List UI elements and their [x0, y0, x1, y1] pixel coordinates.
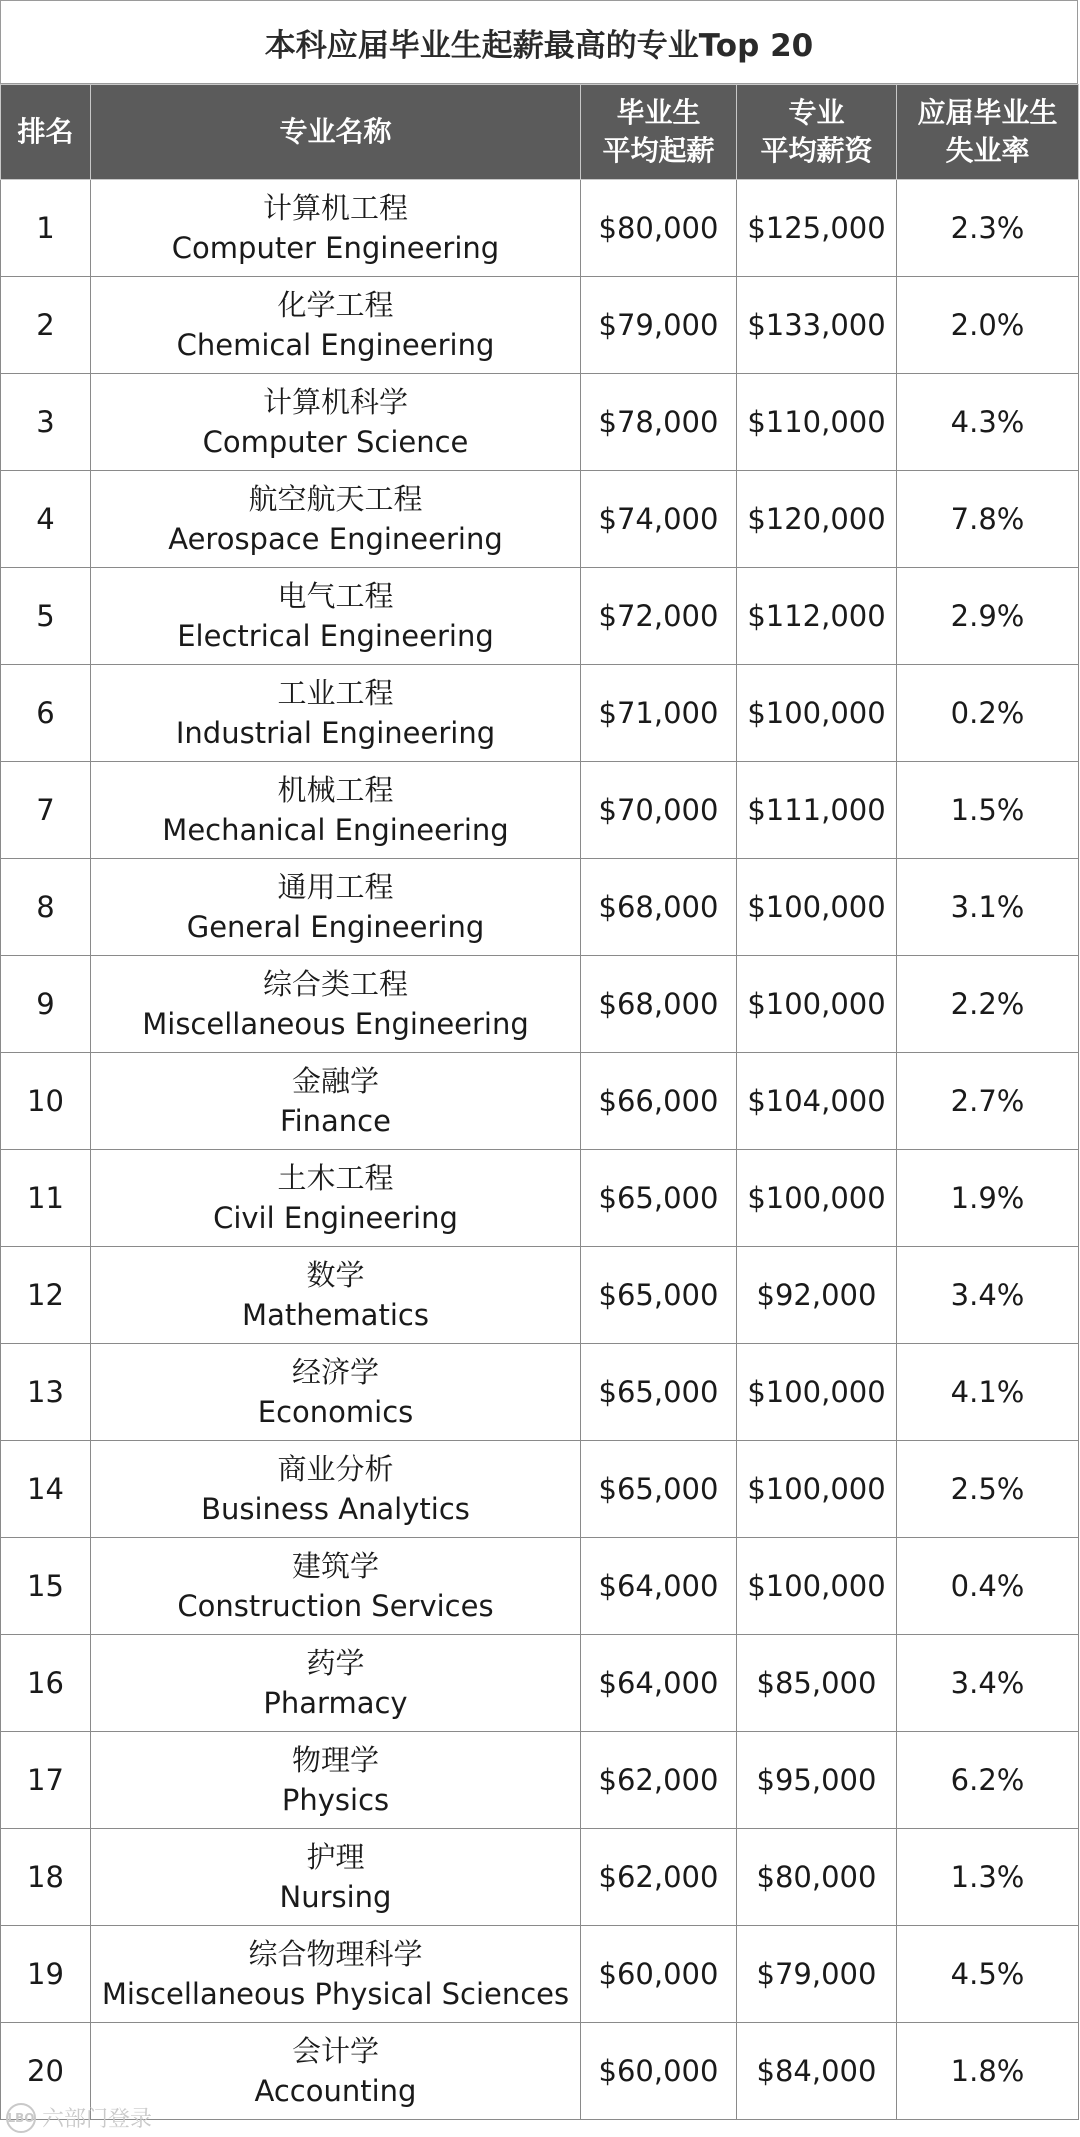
major-name-en: Mathematics [242, 1298, 429, 1332]
cell-start-salary: $80,000 [581, 180, 737, 277]
table-row [1, 1247, 1079, 1344]
cell-start-salary: $72,000 [581, 568, 737, 665]
major-name-zh: 综合类工程 [262, 967, 408, 1001]
major-name-en: Computer Science [202, 425, 469, 459]
table-row [1, 1344, 1079, 1441]
cell-start-salary: $65,000 [581, 1247, 737, 1344]
table-row [1, 956, 1079, 1053]
cell-major [91, 1829, 581, 1926]
cell-avg-salary: $84,000 [737, 2023, 897, 2120]
header-unemployment-line2: 失业率 [945, 134, 1030, 167]
table-row [1, 2023, 1079, 2120]
cell-unemployment-rate: 2.2% [897, 956, 1079, 1053]
cell-major [91, 1247, 581, 1344]
header-start-salary-line2: 平均起薪 [602, 134, 715, 167]
cell-rank: 7 [1, 762, 91, 859]
major-name-en: Industrial Engineering [175, 716, 496, 750]
major-name-en: Computer Engineering [171, 231, 500, 265]
cell-rank: 2 [1, 277, 91, 374]
cell-major [91, 1538, 581, 1635]
cell-major [91, 859, 581, 956]
table-row [1, 1926, 1079, 2023]
cell-unemployment-rate: 1.9% [897, 1150, 1079, 1247]
cell-unemployment-rate: 1.3% [897, 1829, 1079, 1926]
table-row [1, 1635, 1079, 1732]
cell-unemployment-rate: 2.0% [897, 277, 1079, 374]
cell-start-salary: $60,000 [581, 2023, 737, 2120]
table-row [1, 665, 1079, 762]
cell-avg-salary: $112,000 [737, 568, 897, 665]
cell-start-salary: $60,000 [581, 1926, 737, 2023]
table-row [1, 762, 1079, 859]
header-start-salary-line1: 毕业生 [616, 96, 701, 129]
cell-rank: 6 [1, 665, 91, 762]
major-name-zh: 护理 [306, 1840, 365, 1874]
table-row [1, 1053, 1079, 1150]
cell-major [91, 1635, 581, 1732]
header-avg-salary-line1: 专业 [788, 96, 845, 129]
header-avg-salary-line2: 平均薪资 [760, 134, 873, 167]
cell-rank: 20 [1, 2023, 91, 2120]
cell-unemployment-rate: 3.4% [897, 1247, 1079, 1344]
major-name-en: Nursing [279, 1880, 392, 1914]
major-name-en: Economics [257, 1395, 414, 1429]
cell-major [91, 1150, 581, 1247]
cell-rank: 16 [1, 1635, 91, 1732]
cell-unemployment-rate: 4.5% [897, 1926, 1079, 2023]
cell-avg-salary: $80,000 [737, 1829, 897, 1926]
cell-unemployment-rate: 2.5% [897, 1441, 1079, 1538]
cell-avg-salary: $100,000 [737, 1538, 897, 1635]
table-row [1, 1441, 1079, 1538]
cell-start-salary: $65,000 [581, 1441, 737, 1538]
major-name-zh: 化学工程 [277, 288, 394, 322]
cell-rank: 13 [1, 1344, 91, 1441]
cell-start-salary: $64,000 [581, 1538, 737, 1635]
major-name-zh: 物理学 [291, 1743, 379, 1777]
table-row [1, 1150, 1079, 1247]
cell-rank: 12 [1, 1247, 91, 1344]
cell-avg-salary: $100,000 [737, 1150, 897, 1247]
major-name-zh: 工业工程 [277, 676, 394, 710]
cell-start-salary: $70,000 [581, 762, 737, 859]
cell-start-salary: $79,000 [581, 277, 737, 374]
cell-rank: 19 [1, 1926, 91, 2023]
major-name-zh: 会计学 [291, 2034, 379, 2068]
major-name-en: Physics [281, 1783, 390, 1817]
cell-rank: 4 [1, 471, 91, 568]
major-name-zh: 计算机工程 [262, 191, 408, 225]
header-unemployment-line1: 应届毕业生 [917, 96, 1058, 129]
table-row [1, 180, 1079, 277]
header-unemployment [897, 85, 1079, 180]
cell-major [91, 277, 581, 374]
table-row [1, 1538, 1079, 1635]
watermark-logo-icon: LBO [6, 2103, 36, 2133]
major-name-zh: 计算机科学 [262, 385, 408, 419]
cell-start-salary: $78,000 [581, 374, 737, 471]
cell-major [91, 762, 581, 859]
cell-start-salary: $68,000 [581, 859, 737, 956]
cell-major [91, 471, 581, 568]
cell-avg-salary: $92,000 [737, 1247, 897, 1344]
header-rank: 排名 [1, 85, 91, 180]
cell-start-salary: $71,000 [581, 665, 737, 762]
cell-rank: 10 [1, 1053, 91, 1150]
cell-avg-salary: $120,000 [737, 471, 897, 568]
major-name-en: Finance [280, 1104, 391, 1138]
cell-unemployment-rate: 4.1% [897, 1344, 1079, 1441]
cell-unemployment-rate: 1.5% [897, 762, 1079, 859]
cell-rank: 17 [1, 1732, 91, 1829]
cell-avg-salary: $100,000 [737, 1344, 897, 1441]
major-name-en: Business Analytics [201, 1492, 470, 1526]
cell-major [91, 956, 581, 1053]
major-name-zh: 土木工程 [277, 1161, 394, 1195]
header-row [1, 85, 1079, 180]
major-name-zh: 数学 [306, 1258, 365, 1292]
major-name-zh: 金融学 [291, 1064, 379, 1098]
major-name-en: Mechanical Engineering [162, 813, 509, 847]
cell-unemployment-rate: 4.3% [897, 374, 1079, 471]
table-row [1, 568, 1079, 665]
cell-unemployment-rate: 7.8% [897, 471, 1079, 568]
cell-major [91, 665, 581, 762]
watermark-text: 六部门登录 [42, 2107, 153, 2132]
header-avg-salary [737, 85, 897, 180]
cell-major [91, 1732, 581, 1829]
major-name-en: Miscellaneous Physical Sciences [101, 1977, 570, 2011]
cell-rank: 14 [1, 1441, 91, 1538]
cell-rank: 8 [1, 859, 91, 956]
cell-major [91, 374, 581, 471]
major-name-zh: 航空航天工程 [248, 482, 423, 516]
cell-avg-salary: $100,000 [737, 665, 897, 762]
cell-unemployment-rate: 0.4% [897, 1538, 1079, 1635]
major-name-zh: 商业分析 [277, 1452, 394, 1486]
cell-rank: 18 [1, 1829, 91, 1926]
major-name-en: Pharmacy [263, 1686, 408, 1720]
major-name-zh: 药学 [306, 1646, 365, 1680]
major-name-en: General Engineering [186, 910, 485, 944]
cell-start-salary: $68,000 [581, 956, 737, 1053]
major-name-en: Chemical Engineering [176, 328, 495, 362]
cell-start-salary: $65,000 [581, 1344, 737, 1441]
cell-avg-salary: $111,000 [737, 762, 897, 859]
cell-unemployment-rate: 2.9% [897, 568, 1079, 665]
watermark [6, 2102, 152, 2133]
table-row [1, 277, 1079, 374]
cell-major [91, 180, 581, 277]
cell-major [91, 2023, 581, 2120]
cell-unemployment-rate: 3.1% [897, 859, 1079, 956]
cell-unemployment-rate: 6.2% [897, 1732, 1079, 1829]
cell-start-salary: $65,000 [581, 1150, 737, 1247]
cell-unemployment-rate: 0.2% [897, 665, 1079, 762]
cell-unemployment-rate: 2.7% [897, 1053, 1079, 1150]
cell-start-salary: $74,000 [581, 471, 737, 568]
major-name-en: Construction Services [177, 1589, 494, 1623]
cell-major [91, 1441, 581, 1538]
major-name-en: Aerospace Engineering [168, 522, 503, 556]
cell-avg-salary: $100,000 [737, 859, 897, 956]
major-name-zh: 机械工程 [277, 773, 394, 807]
table-row [1, 1829, 1079, 1926]
cell-rank: 15 [1, 1538, 91, 1635]
cell-major [91, 1344, 581, 1441]
header-major: 专业名称 [91, 85, 581, 180]
cell-start-salary: $66,000 [581, 1053, 737, 1150]
cell-avg-salary: $85,000 [737, 1635, 897, 1732]
cell-avg-salary: $100,000 [737, 956, 897, 1053]
header-start-salary [581, 85, 737, 180]
table-title: 本科应届毕业生起薪最高的专业Top 20 [0, 0, 1078, 84]
cell-avg-salary: $133,000 [737, 277, 897, 374]
cell-avg-salary: $110,000 [737, 374, 897, 471]
major-name-zh: 经济学 [291, 1355, 379, 1389]
cell-rank: 5 [1, 568, 91, 665]
cell-unemployment-rate: 3.4% [897, 1635, 1079, 1732]
cell-start-salary: $62,000 [581, 1829, 737, 1926]
cell-avg-salary: $95,000 [737, 1732, 897, 1829]
cell-start-salary: $64,000 [581, 1635, 737, 1732]
table-row [1, 374, 1079, 471]
major-name-en: Civil Engineering [213, 1201, 458, 1235]
major-name-en: Electrical Engineering [177, 619, 494, 653]
cell-avg-salary: $100,000 [737, 1441, 897, 1538]
cell-major [91, 1926, 581, 2023]
cell-unemployment-rate: 2.3% [897, 180, 1079, 277]
cell-rank: 1 [1, 180, 91, 277]
major-name-zh: 通用工程 [277, 870, 394, 904]
major-name-zh: 建筑学 [291, 1549, 379, 1583]
cell-rank: 11 [1, 1150, 91, 1247]
cell-avg-salary: $125,000 [737, 180, 897, 277]
cell-rank: 9 [1, 956, 91, 1053]
cell-avg-salary: $79,000 [737, 1926, 897, 2023]
cell-rank: 3 [1, 374, 91, 471]
cell-start-salary: $62,000 [581, 1732, 737, 1829]
cell-major [91, 1053, 581, 1150]
major-name-en: Accounting [254, 2074, 417, 2108]
major-name-zh: 电气工程 [277, 579, 394, 613]
salary-table [0, 84, 1079, 2120]
major-name-en: Miscellaneous Engineering [142, 1007, 529, 1041]
cell-avg-salary: $104,000 [737, 1053, 897, 1150]
cell-major [91, 568, 581, 665]
cell-unemployment-rate: 1.8% [897, 2023, 1079, 2120]
major-name-zh: 综合物理科学 [248, 1937, 423, 1971]
table-row [1, 1732, 1079, 1829]
table-row [1, 471, 1079, 568]
table-row [1, 859, 1079, 956]
